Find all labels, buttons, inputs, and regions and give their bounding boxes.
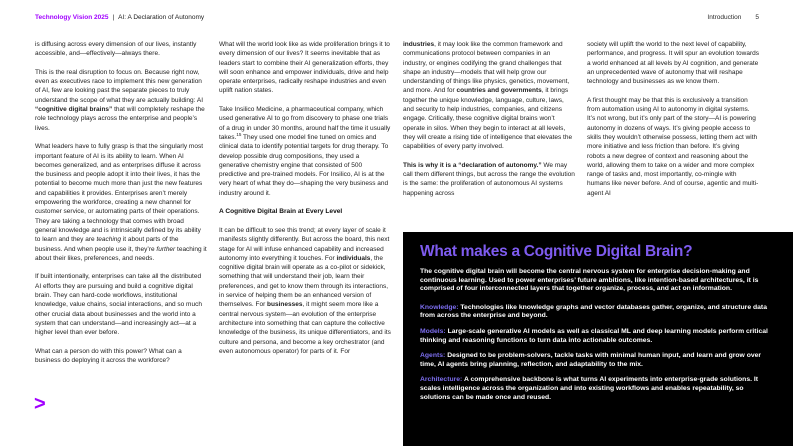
layer-agents-text: Designed to be problem-solvers, tackle tasks with minimal human input, and learn and grow over time, AI agents bring planning, reflection, and adaptability to the mix. [420, 352, 762, 368]
paragraph: What will the world look like as wide proliferation brings it to every dimension of our lives? It seems inevitable that as leaders start to combine their AI generalization efforts, they will soon enhance and empower individuals, drive and help operate enterprises, radically reshape industries and even uplift nation states. [219, 41, 390, 95]
layer-knowledge-label: Knowledge: [420, 303, 459, 311]
paragraph: society will uplift the world to the next level of capability, performance, and progress. It will spur an evolution towards a world enhanced at all levels by AI cognition, and generate an unprecedented wave of autonomy that will reshape technology and businesses as we know them. [587, 41, 759, 86]
text-column-1 [35, 40, 207, 375]
paragraph: It can be difficult to see this trend; at every layer of scale it manifests slightly differently. But across the board, this next stage for AI will infuse enhanced capability and increased autonomy into everything it touches. For individuals, the cognitive digital brain will operate as a co-pilot or sidekick, something that will understand their job, learn their preferences, and get to know them through its interactions, in service of helping them be an enhanced version of themselves. For businesses, it might seem more like a central nervous system—an evolution of the enterprise architecture into something that can capture the collective knowledge of the business, its unique differentiators, and its culture and persona, and become a key orchestrator (and even autonomous operator) for parts of it. For [219, 226, 391, 355]
running-head [35, 14, 204, 22]
page-header [35, 14, 759, 22]
text-column-2 [219, 40, 391, 375]
callout-intro: The cognitive digital brain will become the central nervous system for enterprise decision-making and continuous learning. Used to power enterprises’ future ambitions, like intention-based architectures, it is comprised of four interconnected layers that together organize, process, and act on information. [420, 268, 759, 293]
footnote-reference: 15 [236, 131, 242, 137]
paragraph: What leaders have to fully grasp is that the singularly most important feature of AI is its ability to learn. When AI becomes generalized, and as enterprises diffuse it across the business and people adopt it into their lives, it has the potential to become much more than just the new features and capabilities it provides. Enterprises aren’t merely empowering the workforce, creating a new channel for customer service, or automating parts of their operations. They are taking a technology that comes with broad general knowledge and is intrinsically defined by its ability to learn and they are teaching it about parts of the business. And when people use it, they’re further teaching it about their likes, preferences, and needs. [35, 143, 207, 262]
paragraph: This is why it is a “declaration of autonomy.” We may call them different things, but across the range the evolution is the same: the proliferation of autonomous AI systems happening across [403, 161, 575, 197]
paragraph: If built intentionally, enterprises can take all the distributed AI efforts they are pursuing and build a cognitive digital brain. They can hard-code workflows, institutional knowledge, value chains, social interactions, and so much other crucial data about businesses and the world into a system that can understand—and increasingly act—at a higher level than ever before. [35, 273, 202, 337]
layer-architecture-label: Architecture: [420, 376, 463, 384]
paragraph: What can a person do with this power? What can a business do deploying it across the workforce? [35, 347, 182, 365]
layer-models-label: Models: [420, 327, 446, 335]
layer-agents-label: Agents: [420, 352, 446, 360]
page-number: 5 [755, 14, 759, 21]
callout-title: What makes a Cognitive Digital Brain? [420, 243, 693, 260]
layer-models-text: Large-scale generative AI models as well as classical ML and deep learning models perform critical thinking and reasoning functions to turn data into actionable outcomes. [420, 327, 768, 344]
layer-architecture-text: A comprehensive backbone is what turns AI experiments into enterprise-grade solutions. It scales intelligence across the organization and into existing workflows and enables repeatability, so solutions can be made once and reused. [420, 376, 759, 401]
greater-than-brand-icon[interactable]: > [34, 393, 46, 415]
layer-knowledge-text: Technologies like knowledge graphs and vector databases gather, organize, and structure data from across the enterprise and beyond. [420, 303, 767, 320]
paragraph: This is the real disruption to focus on. Because right now, even as executives race to implement this new generation of AI, few are looking past the separate pieces to truly understand the scope of what they are actually building: AI “cognitive digital brains” that will completely reshape the role technology plays across the enterprise and people’s lives. [35, 68, 205, 132]
header-right [707, 14, 759, 22]
layer-knowledge [420, 304, 768, 321]
cognitive-digital-brain-callout [403, 232, 793, 446]
section-label: Introduction [707, 14, 742, 21]
report-title: Technology Vision 2025 [35, 14, 109, 21]
paragraph: industries, it may look like the common framework and communications protocol between companies in an industry, or engines codifying the grand challenges that shape an industry—models that will help grow our understanding of things like physics, genetics, movement, and more. And for countries and governments, it brings together the unique knowledge, language, culture, laws, and security to help industries, companies, and citizens engage. Critically, these cognitive digital brains won’t operate in silos. When they begin to interact at all levels, they will create a rising tide of intelligence that elevates the capabilities of every party involved. [403, 41, 573, 151]
paragraph: A first thought may be that this is exclusively a transition from automation using AI to autonomy in digital systems. It’s not wrong, but it’s only part of the story—AI is powering autonomy in dozens of ways. It’s giving people access to skills they wouldn’t otherwise possess, letting them act with more initiative and less friction than before. It’s giving robots a new degree of context and reasoning about the world, allowing them to take on a wider and more complex range of tasks and, most importantly, co-mingle with humans like never before. And of course, agentic and multi-agent AI [587, 96, 759, 197]
chapter-title: AI: A Declaration of Autonomy [118, 14, 205, 21]
paragraph: is diffusing across every dimension of our lives, instantly accessible, and—effectively—always there. [35, 41, 197, 58]
layer-agents [420, 352, 768, 369]
layer-models [420, 328, 768, 345]
paragraph: Take Insilico Medicine, a pharmaceutical company, which used generative AI to go from discovery to phase one trials of a drug in under 30 months, around half the time it usually takes.$^{15}$ They used one model fine tuned on omics and clinical data to identify potential targets for drug therapy. To develop possible drug compositions, they used a generative chemistry engine that consisted of 500 predictive and pre-trained models. For Insilico, AI is at the very heart of what they do—shaping the very business and industry around it. [219, 106, 391, 197]
layer-architecture [420, 376, 768, 402]
column-subheading: A Cognitive Digital Brain at Every Level [219, 208, 343, 216]
header-divider: | [112, 14, 115, 21]
